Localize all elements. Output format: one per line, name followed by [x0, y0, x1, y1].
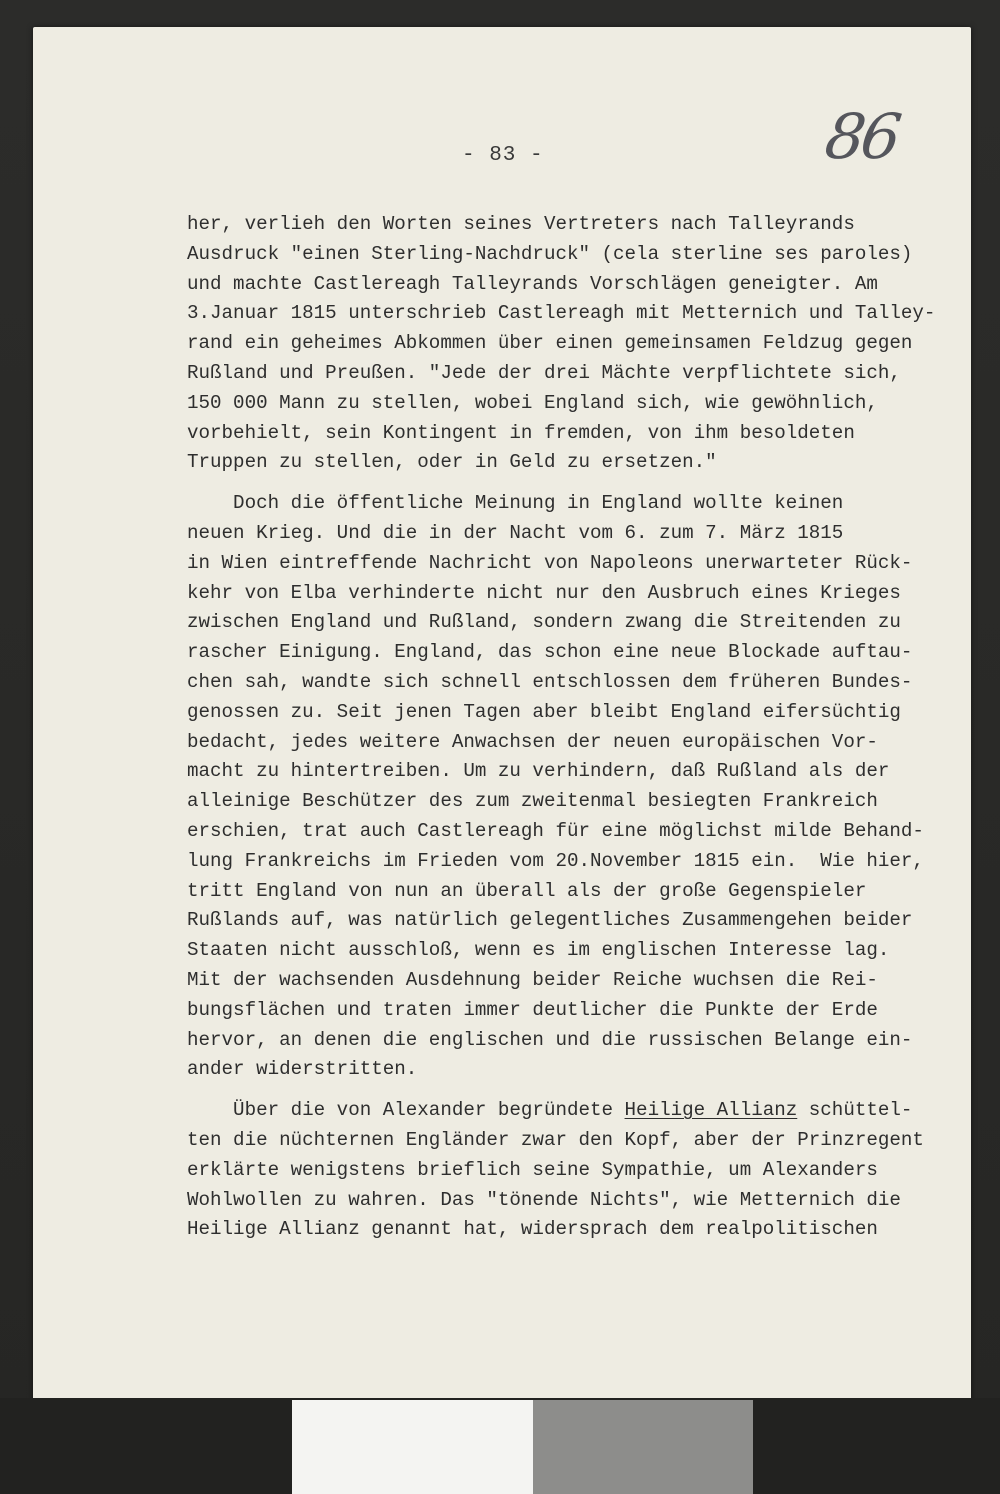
- text-line: Rußlands auf, was natürlich gelegentliches Zusammengehen beider: [187, 909, 913, 932]
- text-line: rascher Einigung. England, das schon eine neue Blockade auftau-: [187, 641, 913, 664]
- underlined-term: Heilige Allianz: [624, 1099, 798, 1122]
- text-line: Doch die öffentliche Meinung in England wollte keinen: [187, 492, 844, 515]
- text-line: und machte Castlereagh Talleyrands Vorschlägen geneigter. Am: [187, 272, 878, 295]
- text-line: 150 000 Mann zu stellen, wobei England sich, wie gewöhnlich,: [187, 391, 878, 414]
- text-line: bedacht, jedes weitere Anwachsen der neuen europäischen Vor-: [187, 730, 878, 753]
- text-line: ander widerstritten.: [187, 1058, 418, 1081]
- text-line: lung Frankreichs im Frieden vom 20.November 1815 ein. Wie hier,: [187, 849, 924, 872]
- text-line: Ausdruck "einen Sterling-Nachdruck" (cela sterline ses paroles): [187, 242, 913, 265]
- text-line: kehr von Elba verhinderte nicht nur den Ausbruch eines Krieges: [187, 581, 901, 604]
- handwritten-folio-number: 86: [820, 100, 903, 173]
- text-line: ten die nüchternen Engländer zwar den Kopf, aber der Prinzregent: [187, 1128, 924, 1151]
- body-text: [187, 210, 967, 1245]
- page-number: - 83 -: [462, 144, 544, 167]
- text-line: Heilige Allianz genannt hat, widersprach dem realpolitischen: [187, 1218, 878, 1241]
- text-line: [187, 1096, 967, 1126]
- text-line: rand ein geheimes Abkommen über einen gemeinsamen Feldzug gegen: [187, 332, 913, 355]
- gray-calibration-swatch: [533, 1400, 753, 1494]
- paragraph-gap: [187, 1085, 967, 1096]
- text-line: bungsflächen und traten immer deutlicher die Punkte der Erde: [187, 998, 878, 1021]
- text-line: tritt England von nun an überall als der große Gegenspieler: [187, 879, 867, 902]
- paragraph-gap: [187, 478, 967, 489]
- text-line: her, verlieh den Worten seines Vertreters nach Talleyrands: [187, 213, 855, 235]
- text-line: Rußland und Preußen. "Jede der drei Mächte verpflichtete sich,: [187, 361, 901, 384]
- text-line: erklärte wenigstens brieflich seine Sympathie, um Alexanders: [187, 1158, 878, 1181]
- text-line: 3.Januar 1815 unterschrieb Castlereagh mit Metternich und Talley-: [187, 302, 936, 325]
- text-line: in Wien eintreffende Nachricht von Napoleons unerwarteter Rück-: [187, 551, 913, 574]
- text-segment: Über die von Alexander begründete: [187, 1099, 625, 1122]
- text-line: erschien, trat auch Castlereagh für eine möglichst milde Behand-: [187, 819, 924, 842]
- text-line: Wohlwollen zu wahren. Das "tönende Nichts", wie Metternich die: [187, 1188, 901, 1211]
- text-line: genossen zu. Seit jenen Tagen aber bleibt England eifersüchtig: [187, 700, 901, 723]
- text-line: vorbehielt, sein Kontingent in fremden, von ihm besoldeten: [187, 421, 855, 444]
- text-line: zwischen England und Rußland, sondern zwang die Streitenden zu: [187, 611, 901, 634]
- text-line: alleinige Beschützer des zum zweitenmal besiegten Frankreich: [187, 790, 878, 813]
- text-line: Staaten nicht ausschloß, wenn es im englischen Interesse lag.: [187, 939, 890, 962]
- text-segment: schüttel-: [797, 1099, 913, 1122]
- white-calibration-swatch: [292, 1400, 533, 1494]
- text-line: Mit der wachsenden Ausdehnung beider Reiche wuchsen die Rei-: [187, 968, 878, 991]
- text-line: chen sah, wandte sich schnell entschlossen dem früheren Bundes-: [187, 670, 913, 693]
- text-line: neuen Krieg. Und die in der Nacht vom 6. zum 7. März 1815: [187, 521, 844, 544]
- text-line: Truppen zu stellen, oder in Geld zu ersetzen.": [187, 451, 717, 474]
- text-line: macht zu hintertreiben. Um zu verhindern, daß Rußland als der: [187, 760, 890, 783]
- text-line: hervor, an denen die englischen und die russischen Belange ein-: [187, 1028, 913, 1051]
